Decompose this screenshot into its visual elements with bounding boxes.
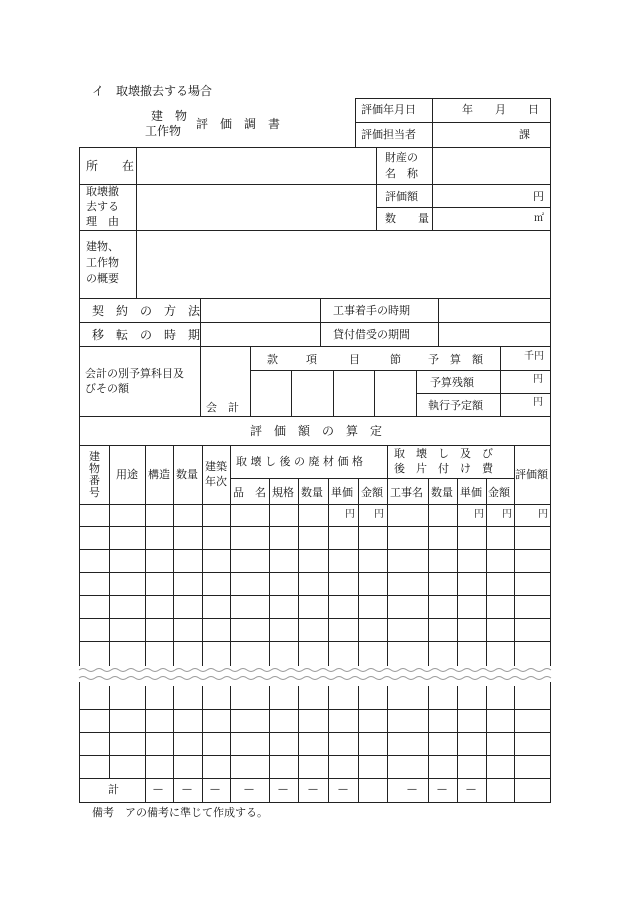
reason-field[interactable] xyxy=(137,185,375,229)
eval-date-field[interactable]: 年 月 日 xyxy=(462,103,539,116)
break-line xyxy=(0,660,630,690)
quantity-label: 数 量 xyxy=(385,212,429,225)
eval-amount-yen: 円 xyxy=(533,190,544,203)
budget-amount-label: 予 算 額 xyxy=(428,353,483,366)
budget-label-1: 会計の別予算科目及 xyxy=(85,367,184,380)
row1-eval-yen: 円 xyxy=(538,509,548,520)
col-building-no-2: 物 xyxy=(89,462,100,475)
row1-amount-yen: 円 xyxy=(374,509,384,520)
location-field[interactable] xyxy=(137,148,375,183)
col-unit-price2: 単価 xyxy=(460,486,482,499)
total-spec-dash: — xyxy=(278,784,288,795)
reason-label-1: 取壊撤 xyxy=(86,185,119,198)
total-item-dash: — xyxy=(244,784,254,795)
moku-label: 目 xyxy=(349,353,360,366)
budget-label-2: びその額 xyxy=(85,382,129,395)
sqm-unit: ㎡ xyxy=(534,213,544,224)
reason-label-3: 理 由 xyxy=(86,215,119,228)
row1-unit-price-yen: 円 xyxy=(345,509,355,520)
budget-remaining-label: 予算残額 xyxy=(430,376,474,389)
lending-period-label: 貸付借受の期間 xyxy=(333,328,410,341)
relocation-label: 移 転 の 時 期 xyxy=(92,328,201,342)
property-name-label-1: 財産の xyxy=(385,151,418,164)
total-qty3-dash: — xyxy=(437,784,447,795)
col-year-1: 建築 xyxy=(205,460,227,473)
col-unit-price: 単価 xyxy=(331,486,353,499)
col-use: 用途 xyxy=(116,468,138,481)
col-eval: 評価額 xyxy=(515,468,548,481)
col-building-no-4: 号 xyxy=(89,486,100,499)
total-unit-price2-dash: — xyxy=(466,784,476,795)
property-name-field[interactable] xyxy=(433,148,549,183)
contract-method-label: 契 約 の 方 法 xyxy=(92,304,201,318)
property-name-label-2: 名 称 xyxy=(385,167,418,180)
construction-start-label: 工事着手の時期 xyxy=(333,304,410,317)
total-qty2-dash: — xyxy=(308,784,318,795)
col-qty2: 数量 xyxy=(301,486,323,499)
budget-remaining-yen: 円 xyxy=(533,374,543,385)
total-unit-price-dash: — xyxy=(338,784,348,795)
planned-exec-yen: 円 xyxy=(533,397,543,408)
account-label: 会 計 xyxy=(206,401,239,414)
col-amount2: 金額 xyxy=(488,486,510,499)
col-year-2: 年次 xyxy=(205,475,227,488)
calc-title: 評 価 額 の 算 定 xyxy=(250,424,383,438)
reason-label-2: 去する xyxy=(86,200,119,213)
total-year-dash: — xyxy=(210,784,220,795)
setsu-label: 節 xyxy=(390,353,401,366)
title-structure: 工作物 xyxy=(145,124,182,138)
col-work-name: 工事名 xyxy=(390,486,423,499)
eval-amount-label: 評価額 xyxy=(385,190,418,203)
col-quantity: 数量 xyxy=(176,468,198,481)
total-label: 計 xyxy=(108,783,119,796)
demolition-group-2: 後 片 付 け 費 xyxy=(394,462,493,475)
title-building: 建 物 xyxy=(151,109,188,123)
kan-label: 款 xyxy=(267,353,278,366)
total-quantity-dash: — xyxy=(182,784,192,795)
row1-unit-price2-yen: 円 xyxy=(474,509,484,520)
col-structure: 構造 xyxy=(148,468,170,481)
overview-label-1: 建物、 xyxy=(86,240,119,253)
col-building-no-3: 番 xyxy=(89,474,100,487)
evaluator-unit: 課 xyxy=(519,128,530,141)
budget-amount-unit: 千円 xyxy=(524,351,544,362)
form-heading: イ 取壊撤去する場合 xyxy=(92,84,213,98)
remarks: 備考 アの備考に準じて作成する。 xyxy=(92,806,268,819)
demolition-group-1: 取 壊 し 及 び xyxy=(394,447,493,460)
row1-amount2-yen: 円 xyxy=(502,509,512,520)
overview-label-3: の概要 xyxy=(86,272,119,285)
eval-date-label: 評価年月日 xyxy=(361,103,416,116)
planned-exec-label: 執行予定額 xyxy=(428,399,483,412)
evaluator-label: 評価担当者 xyxy=(361,128,416,141)
overview-label-2: 工作物 xyxy=(86,256,119,269)
total-work-dash: — xyxy=(407,784,417,795)
overview-field[interactable] xyxy=(137,231,549,297)
form-title: 評 価 調 書 xyxy=(196,117,281,131)
total-structure-dash: — xyxy=(153,784,163,795)
location-label: 所 在 xyxy=(86,159,135,173)
col-item-name: 品 名 xyxy=(233,486,266,499)
col-spec: 規格 xyxy=(272,486,294,499)
col-qty3: 数量 xyxy=(431,486,453,499)
col-amount: 金額 xyxy=(361,486,383,499)
col-building-no-1: 建 xyxy=(89,450,100,463)
kou-label: 項 xyxy=(306,353,317,366)
waste-price-group: 取 壊 し 後 の 廃 材 価 格 xyxy=(236,455,363,468)
